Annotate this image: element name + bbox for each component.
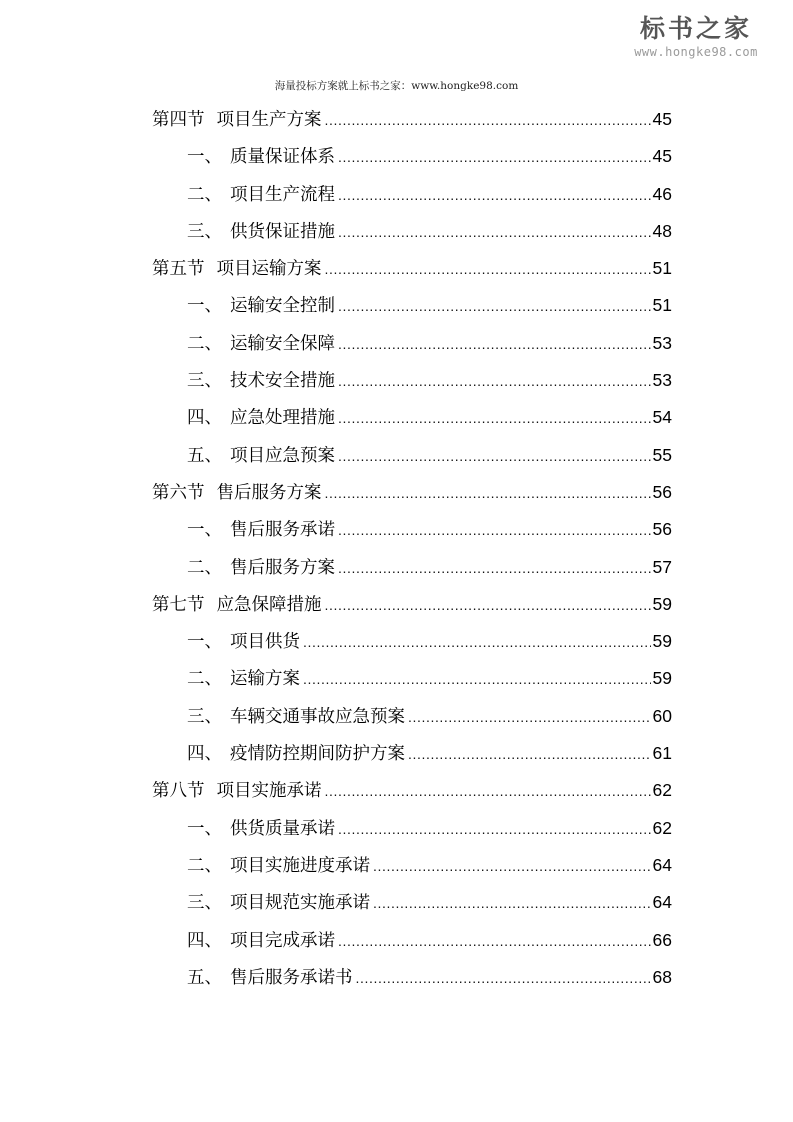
- toc-entry-title: [187, 139, 335, 176]
- toc-entry-title: [187, 811, 335, 848]
- toc-section-entry[interactable]: [152, 586, 672, 623]
- toc-entry-text: 应急保障措施: [216, 594, 322, 615]
- toc-page-number: 51: [652, 295, 672, 316]
- toc-entry-title: [152, 773, 322, 810]
- toc-entry-text: 车辆交通事故应急预案: [230, 706, 405, 727]
- toc-entry-number: 第八节: [152, 781, 205, 802]
- toc-entry-title: [187, 736, 405, 773]
- toc-section-entry[interactable]: [152, 250, 672, 287]
- toc-entry-title: [187, 400, 335, 437]
- toc-entry-text: 售后服务方案: [216, 482, 322, 503]
- toc-page-number: 59: [652, 631, 672, 652]
- toc-subsection-entry[interactable]: [152, 511, 672, 548]
- toc-subsection-entry[interactable]: [152, 399, 672, 436]
- table-of-contents: [152, 101, 672, 996]
- toc-entry-text: 项目规范实施承诺: [230, 893, 370, 914]
- toc-subsection-entry[interactable]: [152, 959, 672, 996]
- toc-page-number: 45: [652, 109, 672, 129]
- toc-entry-number: 第七节: [152, 594, 205, 615]
- site-logo: [621, 14, 771, 60]
- toc-entry-number: 三、: [187, 706, 222, 727]
- toc-entry-number: 第四节: [152, 110, 205, 130]
- toc-page-number: 56: [652, 519, 672, 540]
- toc-dot-leader: [338, 363, 651, 400]
- toc-subsection-entry[interactable]: [152, 138, 672, 175]
- toc-entry-title: [152, 587, 322, 624]
- toc-dot-leader: [338, 923, 651, 960]
- toc-entry-title: [187, 363, 335, 400]
- toc-subsection-entry[interactable]: [152, 549, 672, 586]
- toc-entry-text: 项目运输方案: [216, 259, 322, 280]
- toc-entry-title: [152, 251, 322, 288]
- toc-subsection-entry[interactable]: [152, 922, 672, 959]
- toc-dot-leader: [303, 661, 651, 698]
- toc-subsection-entry[interactable]: [152, 213, 672, 250]
- toc-entry-title: [187, 438, 335, 475]
- toc-page-number: 53: [652, 370, 672, 391]
- toc-entry-title: [187, 288, 335, 325]
- toc-entry-text: 项目生产方案: [216, 110, 322, 130]
- toc-subsection-entry[interactable]: [152, 287, 672, 324]
- toc-entry-number: 第六节: [152, 482, 205, 503]
- toc-page-number: 46: [652, 183, 672, 204]
- toc-subsection-entry[interactable]: [152, 847, 672, 884]
- toc-entry-title: [187, 624, 300, 661]
- toc-page-number: 45: [652, 146, 672, 167]
- toc-entry-number: 四、: [187, 744, 222, 765]
- toc-entry-title: [187, 661, 300, 698]
- toc-subsection-entry[interactable]: [152, 176, 672, 213]
- toc-entry-title: [187, 848, 370, 885]
- toc-page-number: 61: [652, 743, 672, 764]
- toc-dot-leader: [338, 512, 651, 549]
- toc-dot-leader: [303, 624, 651, 661]
- toc-entry-number: 四、: [187, 408, 222, 429]
- toc-entry-text: 供货保证措施: [230, 221, 335, 242]
- toc-page-number: 54: [652, 407, 672, 428]
- toc-dot-leader: [338, 438, 651, 475]
- toc-subsection-entry[interactable]: [152, 810, 672, 847]
- toc-page-number: 59: [652, 668, 672, 689]
- toc-entry-title: [187, 885, 370, 922]
- toc-page-number: 62: [652, 817, 672, 838]
- toc-entry-number: 五、: [187, 445, 222, 466]
- toc-entry-title: [187, 512, 335, 549]
- logo-title: 标书之家: [639, 14, 752, 43]
- toc-entry-title: [187, 960, 353, 997]
- toc-entry-title: [187, 326, 335, 363]
- toc-entry-number: 一、: [187, 818, 222, 839]
- toc-subsection-entry[interactable]: [152, 437, 672, 474]
- toc-entry-title: [187, 214, 335, 251]
- toc-entry-text: 项目应急预案: [230, 445, 335, 466]
- toc-entry-title: [187, 699, 405, 736]
- toc-page-number: 56: [652, 481, 672, 502]
- toc-entry-text: 技术安全措施: [230, 371, 335, 392]
- toc-entry-number: 一、: [187, 632, 222, 653]
- toc-entry-text: 项目实施进度承诺: [230, 855, 370, 876]
- toc-subsection-entry[interactable]: [152, 325, 672, 362]
- toc-entry-number: 二、: [187, 855, 222, 876]
- toc-subsection-entry[interactable]: [152, 623, 672, 660]
- toc-entry-title: [187, 550, 335, 587]
- toc-dot-leader: [325, 251, 651, 288]
- toc-subsection-entry[interactable]: [152, 884, 672, 921]
- toc-entry-text: 运输安全控制: [230, 296, 335, 317]
- toc-page-number: 64: [652, 854, 672, 875]
- toc-entry-number: 第五节: [152, 259, 205, 280]
- toc-entry-text: 质量保证体系: [230, 147, 335, 168]
- toc-dot-leader: [373, 848, 651, 885]
- toc-dot-leader: [373, 885, 651, 922]
- toc-entry-number: 一、: [187, 520, 222, 541]
- toc-section-entry[interactable]: [152, 101, 672, 138]
- toc-page-number: 59: [652, 593, 672, 614]
- toc-entry-number: 二、: [187, 557, 222, 578]
- toc-subsection-entry[interactable]: [152, 362, 672, 399]
- header-note: 海量投标方案就上标书之家：www.hongke98.com: [274, 80, 519, 92]
- toc-entry-number: 二、: [187, 333, 222, 354]
- toc-entry-title: [152, 475, 322, 512]
- toc-dot-leader: [325, 587, 651, 624]
- toc-entry-text: 售后服务方案: [230, 557, 335, 578]
- toc-entry-number: 三、: [187, 221, 222, 242]
- toc-entry-text: 运输方案: [230, 669, 300, 690]
- toc-entry-title: [187, 177, 335, 214]
- toc-page-number: 57: [652, 556, 672, 577]
- toc-entry-number: 三、: [187, 371, 222, 392]
- toc-entry-text: 售后服务承诺书: [230, 967, 353, 988]
- toc-section-entry[interactable]: [152, 772, 672, 809]
- toc-subsection-entry[interactable]: [152, 698, 672, 735]
- toc-page-number: 62: [652, 780, 672, 801]
- toc-entry-text: 运输安全保障: [230, 333, 335, 354]
- toc-entry-number: 五、: [187, 967, 222, 988]
- toc-page-number: 55: [652, 444, 672, 465]
- toc-page-number: 53: [652, 332, 672, 353]
- toc-entry-number: 三、: [187, 893, 222, 914]
- toc-entry-number: 一、: [187, 296, 222, 317]
- toc-entry-text: 项目供货: [230, 632, 300, 653]
- toc-page-number: 51: [652, 258, 672, 279]
- toc-page-number: 68: [652, 966, 672, 987]
- toc-dot-leader: [325, 475, 651, 512]
- toc-dot-leader: [338, 139, 651, 176]
- toc-page-number: 60: [652, 705, 672, 726]
- toc-dot-leader: [338, 400, 651, 437]
- toc-subsection-entry[interactable]: [152, 735, 672, 772]
- toc-entry-title: [187, 923, 335, 960]
- toc-entry-text: 项目生产流程: [230, 184, 335, 205]
- toc-entry-number: 二、: [187, 184, 222, 205]
- toc-dot-leader: [338, 550, 651, 587]
- toc-subsection-entry[interactable]: [152, 660, 672, 697]
- toc-dot-leader: [408, 699, 651, 736]
- toc-entry-text: 项目完成承诺: [230, 930, 335, 951]
- toc-dot-leader: [338, 177, 651, 214]
- toc-dot-leader: [338, 288, 651, 325]
- toc-entry-title: [152, 102, 322, 139]
- toc-dot-leader: [325, 773, 651, 810]
- toc-entry-text: 应急处理措施: [230, 408, 335, 429]
- toc-entry-text: 疫情防控期间防护方案: [230, 744, 405, 765]
- logo-url: www.hongke98.com: [634, 45, 758, 59]
- toc-dot-leader: [338, 214, 651, 251]
- toc-entry-text: 售后服务承诺: [230, 520, 335, 541]
- toc-dot-leader: [356, 960, 651, 997]
- toc-page-number: 64: [652, 892, 672, 913]
- toc-dot-leader: [338, 811, 651, 848]
- toc-page-number: 66: [652, 929, 672, 950]
- toc-entry-number: 一、: [187, 147, 222, 168]
- toc-section-entry[interactable]: [152, 474, 672, 511]
- toc-entry-text: 项目实施承诺: [216, 781, 322, 802]
- toc-dot-leader: [325, 102, 651, 139]
- toc-entry-number: 四、: [187, 930, 222, 951]
- toc-entry-text: 供货质量承诺: [230, 818, 335, 839]
- toc-dot-leader: [338, 326, 651, 363]
- toc-dot-leader: [408, 736, 651, 773]
- toc-entry-number: 二、: [187, 669, 222, 690]
- toc-page-number: 48: [652, 220, 672, 241]
